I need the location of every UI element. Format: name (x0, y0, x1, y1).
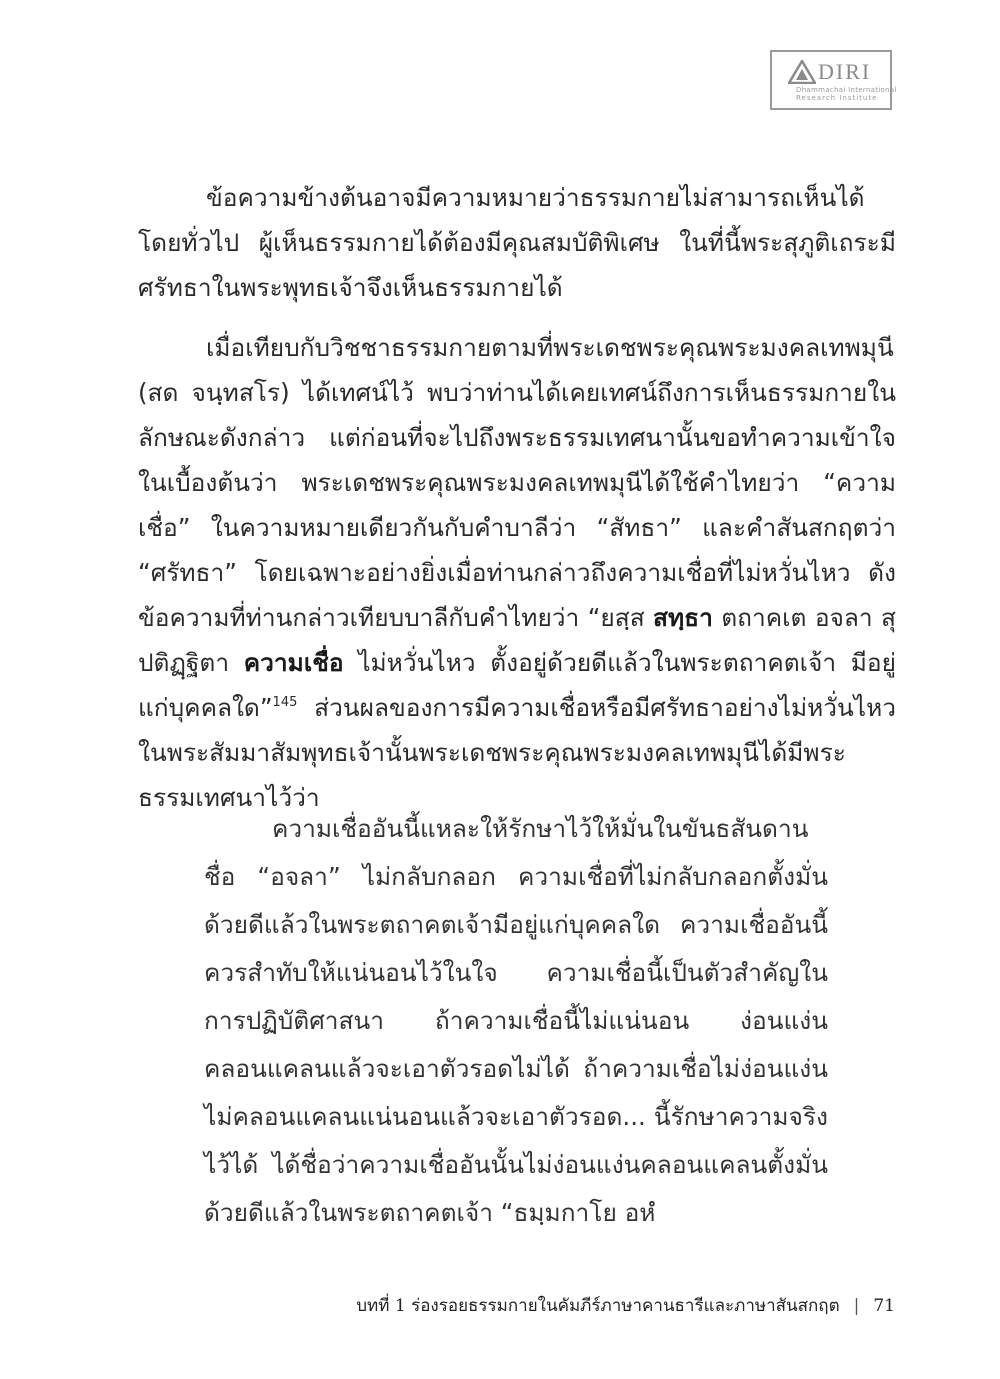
logo-subtitle-1: Dhammachai International (796, 86, 897, 94)
paragraph-1-text: ข้อความข้างต้นอาจมีความหมายว่าธรรมกายไม่สามารถเห็นได้โดยทั่วไป ผู้เห็นธรรมกายได้ต้องมีคุณสมบัติพิเศษ ในที่นี้พระสุภูติเถระมีศรัทธาในพระพุทธเจ้าจึงเห็นธรรมกายได้ (138, 183, 896, 302)
logo-abbreviation: DIRI (818, 59, 872, 84)
page-number: 71 (873, 1296, 895, 1316)
bold-term-belief: ความเชื่อ (243, 648, 344, 677)
paragraph-1 (138, 175, 896, 310)
paragraph-2-text (138, 325, 896, 820)
block-quote-text: ความเชื่ออันนี้แหละให้รักษาไว้ให้มั่นในขันธสันดาน ชื่อ “อจลา” ไม่กลับกลอก ความเชื่อที่ไม่กลับกลอกตั้งมั่นด้วยดีแล้วในพระตถาคตเจ้ามีอยู่แก่บุคคลใด ความเชื่ออันนี้ควรสำทับให้แน่นอนไว้ในใจ ความเชื่อนี้เป็นตัวสำคัญในการปฏิบัติศาสนา ถ้าความเชื่อนี้ไม่แน่นอน ง่อนแง่นคลอนแคลนแล้วจะเอาตัวรอดไม่ได้ ถ้าความเชื่อไม่ง่อนแง่นไม่คลอนแคลนแน่นอนแล้วจะเอาตัวรอด... นี้รักษาความจริงไว้ได้ ได้ชื่อว่าความเชื่ออันนั้นไม่ง่อนแง่นคลอนแคลนตั้งมั่นด้วยดีแล้วในพระตถาคตเจ้า “ธมฺมกาโย อหํ (204, 814, 828, 1227)
bold-term-saddha: สทฺธา (653, 603, 713, 632)
footer-separator: | (853, 1296, 860, 1316)
page-footer (300, 1292, 895, 1319)
block-quote (204, 805, 828, 1237)
paragraph-2-part3: ไม่หวั่นไหว ตั้งอยู่ด้วยดีแล้วในพระตถาคตเจ้า มีอยู่แก่บุคคลใด” (138, 648, 896, 722)
triangle-logo-icon (788, 60, 816, 84)
logo-subtitle-2: Research Institute (796, 94, 878, 102)
paragraph-2-part1: เมื่อเทียบกับวิชชาธรรมกายตามที่พระเดชพระคุณพระมงคลเทพมุนี (สด จนฺทสโร) ได้เทศน์ไว้ พบว่าท่านได้เคยเทศน์ถึงการเห็นธรรมกายในลักษณะดังกล่าว แต่ก่อนที่จะไปถึงพระธรรมเทศนานั้นขอทำความเข้าใจในเบื้องต้นว่า พระเดชพระคุณพระมงคลเทพมุนีได้ใช้คำไทยว่า “ความเชื่อ” ในความหมายเดียวกันกับคำบาลีว่า “สัทธา” และคำสันสกฤตว่า “ศรัทธา” โดยเฉพาะอย่างยิ่งเมื่อท่านกล่าวถึงความเชื่อที่ไม่หวั่นไหว ดังข้อความที่ท่านกล่าวเทียบบาลีกับคำไทยว่า “ยสฺส (138, 333, 896, 632)
chapter-title: บทที่ 1 ร่องรอยธรรมกายในคัมภีร์ภาษาคานธารีและภาษาสันสกฤต (356, 1296, 840, 1316)
diri-logo (770, 50, 897, 110)
paragraph-2-part4: ส่วนผลของการมีความเชื่อหรือมีศรัทธาอย่างไม่หวั่นไหวในพระสัมมาสัมพุทธเจ้านั้นพระเดชพระคุณพระมงคลเทพมุนีได้มีพระธรรมเทศนาไว้ว่า (138, 693, 896, 812)
paragraph-2 (138, 325, 896, 820)
footnote-marker[interactable]: 145 (272, 695, 298, 710)
paragraph-2-part2: ตถาคเต อจลา สุปติฏฺฐิตา (138, 603, 896, 677)
